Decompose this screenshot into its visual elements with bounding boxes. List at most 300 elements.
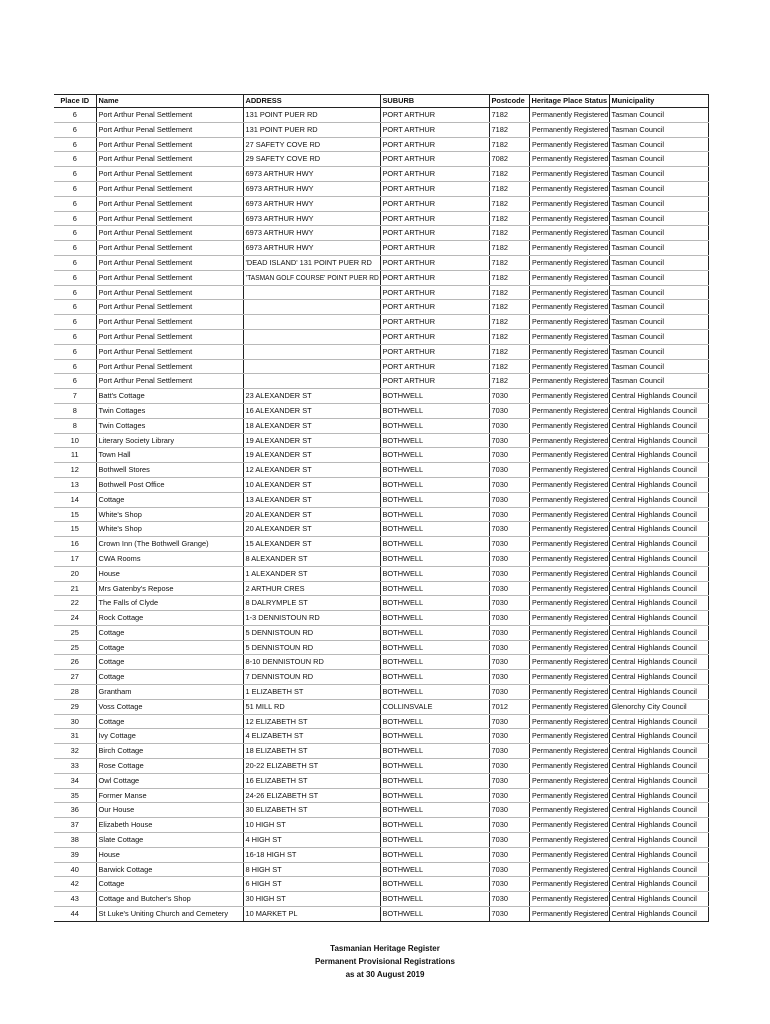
cell-municipality: Central Highlands Council xyxy=(609,433,708,448)
cell-status: Permanently Registered xyxy=(529,699,609,714)
cell-name: Port Arthur Penal Settlement xyxy=(96,300,243,315)
cell-postcode: 7030 xyxy=(489,833,529,848)
cell-name: The Falls of Clyde xyxy=(96,596,243,611)
cell-place-id: 30 xyxy=(54,714,96,729)
cell-suburb: PORT ARTHUR xyxy=(380,241,489,256)
cell-name: Bothwell Stores xyxy=(96,463,243,478)
cell-status: Permanently Registered xyxy=(529,300,609,315)
table-row xyxy=(54,773,708,788)
cell-suburb: PORT ARTHUR xyxy=(380,196,489,211)
cell-place-id: 21 xyxy=(54,581,96,596)
cell-suburb: PORT ARTHUR xyxy=(380,167,489,182)
cell-status: Permanently Registered xyxy=(529,833,609,848)
cell-postcode: 7030 xyxy=(489,537,529,552)
cell-place-id: 35 xyxy=(54,788,96,803)
cell-suburb: PORT ARTHUR xyxy=(380,300,489,315)
cell-suburb: BOTHWELL xyxy=(380,418,489,433)
table-row xyxy=(54,862,708,877)
table-row xyxy=(54,744,708,759)
cell-address: 23 ALEXANDER ST xyxy=(243,389,380,404)
table-row xyxy=(54,685,708,700)
cell-municipality: Tasman Council xyxy=(609,211,708,226)
cell-name: White's Shop xyxy=(96,522,243,537)
cell-status: Permanently Registered xyxy=(529,270,609,285)
cell-status: Permanently Registered xyxy=(529,847,609,862)
cell-status: Permanently Registered xyxy=(529,507,609,522)
cell-name: Crown Inn (The Bothwell Grange) xyxy=(96,537,243,552)
cell-name: Rose Cottage xyxy=(96,759,243,774)
cell-place-id: 6 xyxy=(54,241,96,256)
cell-postcode: 7030 xyxy=(489,418,529,433)
cell-status: Permanently Registered xyxy=(529,108,609,123)
cell-name: Port Arthur Penal Settlement xyxy=(96,255,243,270)
cell-status: Permanently Registered xyxy=(529,344,609,359)
cell-municipality: Central Highlands Council xyxy=(609,685,708,700)
cell-municipality: Tasman Council xyxy=(609,359,708,374)
cell-postcode: 7182 xyxy=(489,108,529,123)
cell-status: Permanently Registered xyxy=(529,773,609,788)
cell-name: Port Arthur Penal Settlement xyxy=(96,315,243,330)
cell-suburb: PORT ARTHUR xyxy=(380,285,489,300)
cell-municipality: Central Highlands Council xyxy=(609,714,708,729)
cell-suburb: BOTHWELL xyxy=(380,729,489,744)
cell-municipality: Central Highlands Council xyxy=(609,788,708,803)
cell-postcode: 7030 xyxy=(489,463,529,478)
cell-municipality: Central Highlands Council xyxy=(609,877,708,892)
cell-suburb: PORT ARTHUR xyxy=(380,211,489,226)
cell-status: Permanently Registered xyxy=(529,551,609,566)
cell-name: Port Arthur Penal Settlement xyxy=(96,152,243,167)
cell-address: 29 SAFETY COVE RD xyxy=(243,152,380,167)
cell-status: Permanently Registered xyxy=(529,315,609,330)
cell-place-id: 6 xyxy=(54,167,96,182)
cell-suburb: BOTHWELL xyxy=(380,492,489,507)
cell-place-id: 6 xyxy=(54,152,96,167)
cell-address: 12 ELIZABETH ST xyxy=(243,714,380,729)
cell-name: Cottage and Butcher's Shop xyxy=(96,892,243,907)
cell-name: St Luke's Uniting Church and Cemetery xyxy=(96,907,243,922)
header-status: Heritage Place Status xyxy=(529,95,609,108)
cell-name: Barwick Cottage xyxy=(96,862,243,877)
cell-postcode: 7182 xyxy=(489,255,529,270)
cell-postcode: 7030 xyxy=(489,551,529,566)
cell-municipality: Central Highlands Council xyxy=(609,847,708,862)
cell-suburb: BOTHWELL xyxy=(380,537,489,552)
cell-municipality: Central Highlands Council xyxy=(609,625,708,640)
table-row xyxy=(54,847,708,862)
cell-place-id: 36 xyxy=(54,803,96,818)
cell-place-id: 14 xyxy=(54,492,96,507)
cell-postcode: 7030 xyxy=(489,788,529,803)
table-row xyxy=(54,359,708,374)
cell-postcode: 7182 xyxy=(489,137,529,152)
cell-suburb: BOTHWELL xyxy=(380,685,489,700)
table-header-row xyxy=(54,95,708,108)
cell-municipality: Central Highlands Council xyxy=(609,596,708,611)
table-row xyxy=(54,537,708,552)
cell-status: Permanently Registered xyxy=(529,181,609,196)
table-row xyxy=(54,477,708,492)
cell-suburb: PORT ARTHUR xyxy=(380,152,489,167)
cell-municipality: Central Highlands Council xyxy=(609,418,708,433)
cell-place-id: 6 xyxy=(54,108,96,123)
table-row xyxy=(54,492,708,507)
cell-suburb: PORT ARTHUR xyxy=(380,122,489,137)
cell-name: House xyxy=(96,566,243,581)
cell-postcode: 7182 xyxy=(489,300,529,315)
cell-name: Town Hall xyxy=(96,448,243,463)
cell-municipality: Central Highlands Council xyxy=(609,759,708,774)
cell-municipality: Tasman Council xyxy=(609,152,708,167)
register-sheet xyxy=(54,94,708,922)
cell-place-id: 12 xyxy=(54,463,96,478)
table-row xyxy=(54,344,708,359)
cell-suburb: PORT ARTHUR xyxy=(380,344,489,359)
cell-postcode: 7030 xyxy=(489,566,529,581)
cell-suburb: BOTHWELL xyxy=(380,907,489,922)
cell-status: Permanently Registered xyxy=(529,122,609,137)
cell-place-id: 6 xyxy=(54,122,96,137)
cell-place-id: 27 xyxy=(54,670,96,685)
cell-postcode: 7030 xyxy=(489,892,529,907)
table-row xyxy=(54,433,708,448)
cell-suburb: BOTHWELL xyxy=(380,625,489,640)
cell-name: CWA Rooms xyxy=(96,551,243,566)
table-row xyxy=(54,788,708,803)
cell-suburb: BOTHWELL xyxy=(380,788,489,803)
cell-place-id: 16 xyxy=(54,537,96,552)
cell-place-id: 32 xyxy=(54,744,96,759)
table-row xyxy=(54,581,708,596)
table-row xyxy=(54,818,708,833)
cell-municipality: Tasman Council xyxy=(609,255,708,270)
cell-place-id: 31 xyxy=(54,729,96,744)
header-municipality: Municipality xyxy=(609,95,708,108)
cell-address: 8 HIGH ST xyxy=(243,862,380,877)
cell-status: Permanently Registered xyxy=(529,522,609,537)
table-row xyxy=(54,122,708,137)
cell-place-id: 43 xyxy=(54,892,96,907)
cell-status: Permanently Registered xyxy=(529,167,609,182)
cell-name: Literary Society Library xyxy=(96,433,243,448)
cell-name: Cottage xyxy=(96,714,243,729)
cell-place-id: 6 xyxy=(54,315,96,330)
cell-address: 30 ELIZABETH ST xyxy=(243,803,380,818)
cell-suburb: BOTHWELL xyxy=(380,847,489,862)
cell-suburb: PORT ARTHUR xyxy=(380,226,489,241)
table-row xyxy=(54,315,708,330)
cell-address: 1-3 DENNISTOUN RD xyxy=(243,611,380,626)
cell-place-id: 6 xyxy=(54,359,96,374)
cell-address: 'DEAD ISLAND' 131 POINT PUER RD xyxy=(243,255,380,270)
cell-status: Permanently Registered xyxy=(529,403,609,418)
table-row xyxy=(54,211,708,226)
cell-address: 27 SAFETY COVE RD xyxy=(243,137,380,152)
cell-address: 30 HIGH ST xyxy=(243,892,380,907)
cell-status: Permanently Registered xyxy=(529,670,609,685)
cell-place-id: 8 xyxy=(54,418,96,433)
cell-suburb: BOTHWELL xyxy=(380,744,489,759)
cell-name: Twin Cottages xyxy=(96,403,243,418)
cell-postcode: 7182 xyxy=(489,122,529,137)
cell-name: Port Arthur Penal Settlement xyxy=(96,122,243,137)
cell-suburb: BOTHWELL xyxy=(380,670,489,685)
cell-address xyxy=(243,315,380,330)
cell-status: Permanently Registered xyxy=(529,788,609,803)
cell-suburb: BOTHWELL xyxy=(380,463,489,478)
table-row xyxy=(54,448,708,463)
table-row xyxy=(54,255,708,270)
cell-status: Permanently Registered xyxy=(529,729,609,744)
table-row xyxy=(54,374,708,389)
cell-municipality: Tasman Council xyxy=(609,122,708,137)
table-row xyxy=(54,167,708,182)
cell-municipality: Central Highlands Council xyxy=(609,803,708,818)
cell-suburb: BOTHWELL xyxy=(380,833,489,848)
table-row xyxy=(54,389,708,404)
cell-name: Port Arthur Penal Settlement xyxy=(96,285,243,300)
cell-postcode: 7030 xyxy=(489,818,529,833)
cell-postcode: 7030 xyxy=(489,522,529,537)
cell-name: Twin Cottages xyxy=(96,418,243,433)
cell-status: Permanently Registered xyxy=(529,152,609,167)
table-row xyxy=(54,285,708,300)
cell-status: Permanently Registered xyxy=(529,329,609,344)
cell-address xyxy=(243,359,380,374)
cell-municipality: Central Highlands Council xyxy=(609,448,708,463)
cell-suburb: PORT ARTHUR xyxy=(380,374,489,389)
cell-municipality: Central Highlands Council xyxy=(609,773,708,788)
cell-postcode: 7030 xyxy=(489,389,529,404)
cell-status: Permanently Registered xyxy=(529,418,609,433)
table-row xyxy=(54,670,708,685)
cell-place-id: 15 xyxy=(54,507,96,522)
cell-postcode: 7182 xyxy=(489,329,529,344)
cell-address xyxy=(243,374,380,389)
cell-status: Permanently Registered xyxy=(529,907,609,922)
cell-suburb: PORT ARTHUR xyxy=(380,137,489,152)
cell-status: Permanently Registered xyxy=(529,818,609,833)
cell-address: 16 ALEXANDER ST xyxy=(243,403,380,418)
cell-municipality: Central Highlands Council xyxy=(609,833,708,848)
cell-status: Permanently Registered xyxy=(529,433,609,448)
cell-suburb: BOTHWELL xyxy=(380,507,489,522)
table-row xyxy=(54,611,708,626)
cell-postcode: 7030 xyxy=(489,877,529,892)
cell-postcode: 7030 xyxy=(489,729,529,744)
cell-status: Permanently Registered xyxy=(529,714,609,729)
cell-address: 24-26 ELIZABETH ST xyxy=(243,788,380,803)
cell-suburb: BOTHWELL xyxy=(380,877,489,892)
cell-name: Mrs Gatenby's Repose xyxy=(96,581,243,596)
cell-postcode: 7030 xyxy=(489,670,529,685)
cell-status: Permanently Registered xyxy=(529,226,609,241)
table-row xyxy=(54,714,708,729)
cell-address: 6973 ARTHUR HWY xyxy=(243,181,380,196)
cell-address: 2 ARTHUR CRES xyxy=(243,581,380,596)
table-row xyxy=(54,907,708,922)
cell-place-id: 11 xyxy=(54,448,96,463)
cell-municipality: Central Highlands Council xyxy=(609,655,708,670)
cell-municipality: Central Highlands Council xyxy=(609,389,708,404)
cell-status: Permanently Registered xyxy=(529,359,609,374)
table-row xyxy=(54,551,708,566)
cell-status: Permanently Registered xyxy=(529,374,609,389)
cell-address: 8 ALEXANDER ST xyxy=(243,551,380,566)
cell-address: 6973 ARTHUR HWY xyxy=(243,211,380,226)
cell-status: Permanently Registered xyxy=(529,877,609,892)
footer-date: as at 30 August 2019 xyxy=(345,970,425,979)
cell-postcode: 7030 xyxy=(489,581,529,596)
table-row xyxy=(54,108,708,123)
cell-postcode: 7030 xyxy=(489,714,529,729)
cell-postcode: 7182 xyxy=(489,285,529,300)
cell-address: 6973 ARTHUR HWY xyxy=(243,241,380,256)
table-row xyxy=(54,833,708,848)
table-row xyxy=(54,152,708,167)
cell-place-id: 25 xyxy=(54,625,96,640)
cell-address: 131 POINT PUER RD xyxy=(243,122,380,137)
cell-place-id: 7 xyxy=(54,389,96,404)
cell-municipality: Central Highlands Council xyxy=(609,729,708,744)
cell-address: 4 ELIZABETH ST xyxy=(243,729,380,744)
cell-postcode: 7182 xyxy=(489,196,529,211)
cell-postcode: 7030 xyxy=(489,477,529,492)
cell-name: Port Arthur Penal Settlement xyxy=(96,196,243,211)
cell-municipality: Central Highlands Council xyxy=(609,818,708,833)
cell-place-id: 44 xyxy=(54,907,96,922)
table-row xyxy=(54,507,708,522)
cell-address: 20 ALEXANDER ST xyxy=(243,522,380,537)
table-row xyxy=(54,566,708,581)
cell-place-id: 25 xyxy=(54,640,96,655)
cell-place-id: 6 xyxy=(54,181,96,196)
cell-status: Permanently Registered xyxy=(529,537,609,552)
table-row xyxy=(54,181,708,196)
table-row xyxy=(54,892,708,907)
cell-suburb: BOTHWELL xyxy=(380,403,489,418)
cell-address: 51 MILL RD xyxy=(243,699,380,714)
cell-postcode: 7030 xyxy=(489,744,529,759)
cell-name: Port Arthur Penal Settlement xyxy=(96,181,243,196)
cell-suburb: BOTHWELL xyxy=(380,477,489,492)
cell-place-id: 6 xyxy=(54,211,96,226)
cell-name: Owl Cottage xyxy=(96,773,243,788)
cell-place-id: 34 xyxy=(54,773,96,788)
cell-suburb: COLLINSVALE xyxy=(380,699,489,714)
table-row xyxy=(54,655,708,670)
cell-municipality: Tasman Council xyxy=(609,315,708,330)
cell-suburb: BOTHWELL xyxy=(380,581,489,596)
cell-name: Our House xyxy=(96,803,243,818)
cell-address: 5 DENNISTOUN RD xyxy=(243,625,380,640)
cell-name: Cottage xyxy=(96,655,243,670)
cell-place-id: 6 xyxy=(54,300,96,315)
cell-name: Grantham xyxy=(96,685,243,700)
cell-status: Permanently Registered xyxy=(529,241,609,256)
cell-name: House xyxy=(96,847,243,862)
cell-status: Permanently Registered xyxy=(529,463,609,478)
cell-place-id: 6 xyxy=(54,137,96,152)
cell-address: 16-18 HIGH ST xyxy=(243,847,380,862)
cell-suburb: BOTHWELL xyxy=(380,448,489,463)
cell-address xyxy=(243,300,380,315)
cell-place-id: 22 xyxy=(54,596,96,611)
cell-name: White's Shop xyxy=(96,507,243,522)
cell-status: Permanently Registered xyxy=(529,137,609,152)
cell-postcode: 7182 xyxy=(489,270,529,285)
cell-postcode: 7182 xyxy=(489,211,529,226)
cell-status: Permanently Registered xyxy=(529,285,609,300)
cell-place-id: 24 xyxy=(54,611,96,626)
cell-municipality: Central Highlands Council xyxy=(609,581,708,596)
cell-address: 7 DENNISTOUN RD xyxy=(243,670,380,685)
cell-address: 4 HIGH ST xyxy=(243,833,380,848)
cell-municipality: Tasman Council xyxy=(609,285,708,300)
cell-postcode: 7182 xyxy=(489,344,529,359)
cell-name: Port Arthur Penal Settlement xyxy=(96,241,243,256)
cell-municipality: Central Highlands Council xyxy=(609,522,708,537)
cell-municipality: Tasman Council xyxy=(609,241,708,256)
cell-address: 10 HIGH ST xyxy=(243,818,380,833)
cell-name: Port Arthur Penal Settlement xyxy=(96,108,243,123)
cell-postcode: 7030 xyxy=(489,611,529,626)
cell-address: 8 DALRYMPLE ST xyxy=(243,596,380,611)
header-suburb: SUBURB xyxy=(380,95,489,108)
cell-status: Permanently Registered xyxy=(529,759,609,774)
cell-place-id: 6 xyxy=(54,270,96,285)
cell-place-id: 6 xyxy=(54,255,96,270)
table-row xyxy=(54,759,708,774)
cell-name: Bothwell Post Office xyxy=(96,477,243,492)
cell-status: Permanently Registered xyxy=(529,744,609,759)
cell-place-id: 37 xyxy=(54,818,96,833)
cell-place-id: 29 xyxy=(54,699,96,714)
table-row xyxy=(54,640,708,655)
cell-postcode: 7030 xyxy=(489,433,529,448)
cell-postcode: 7030 xyxy=(489,507,529,522)
cell-suburb: BOTHWELL xyxy=(380,596,489,611)
header-name: Name xyxy=(96,95,243,108)
cell-address: 13 ALEXANDER ST xyxy=(243,492,380,507)
cell-place-id: 42 xyxy=(54,877,96,892)
cell-municipality: Central Highlands Council xyxy=(609,403,708,418)
table-row xyxy=(54,625,708,640)
cell-suburb: PORT ARTHUR xyxy=(380,315,489,330)
cell-postcode: 7030 xyxy=(489,773,529,788)
cell-place-id: 38 xyxy=(54,833,96,848)
cell-place-id: 28 xyxy=(54,685,96,700)
table-row xyxy=(54,329,708,344)
cell-address: 15 ALEXANDER ST xyxy=(243,537,380,552)
cell-status: Permanently Registered xyxy=(529,196,609,211)
cell-municipality: Central Highlands Council xyxy=(609,907,708,922)
cell-municipality: Tasman Council xyxy=(609,167,708,182)
table-row xyxy=(54,403,708,418)
cell-address: 18 ELIZABETH ST xyxy=(243,744,380,759)
cell-municipality: Tasman Council xyxy=(609,374,708,389)
header-postcode: Postcode xyxy=(489,95,529,108)
cell-status: Permanently Registered xyxy=(529,803,609,818)
cell-suburb: BOTHWELL xyxy=(380,655,489,670)
cell-place-id: 39 xyxy=(54,847,96,862)
cell-place-id: 8 xyxy=(54,403,96,418)
cell-suburb: PORT ARTHUR xyxy=(380,270,489,285)
cell-municipality: Central Highlands Council xyxy=(609,537,708,552)
cell-municipality: Central Highlands Council xyxy=(609,744,708,759)
cell-municipality: Central Highlands Council xyxy=(609,640,708,655)
cell-name: Birch Cottage xyxy=(96,744,243,759)
